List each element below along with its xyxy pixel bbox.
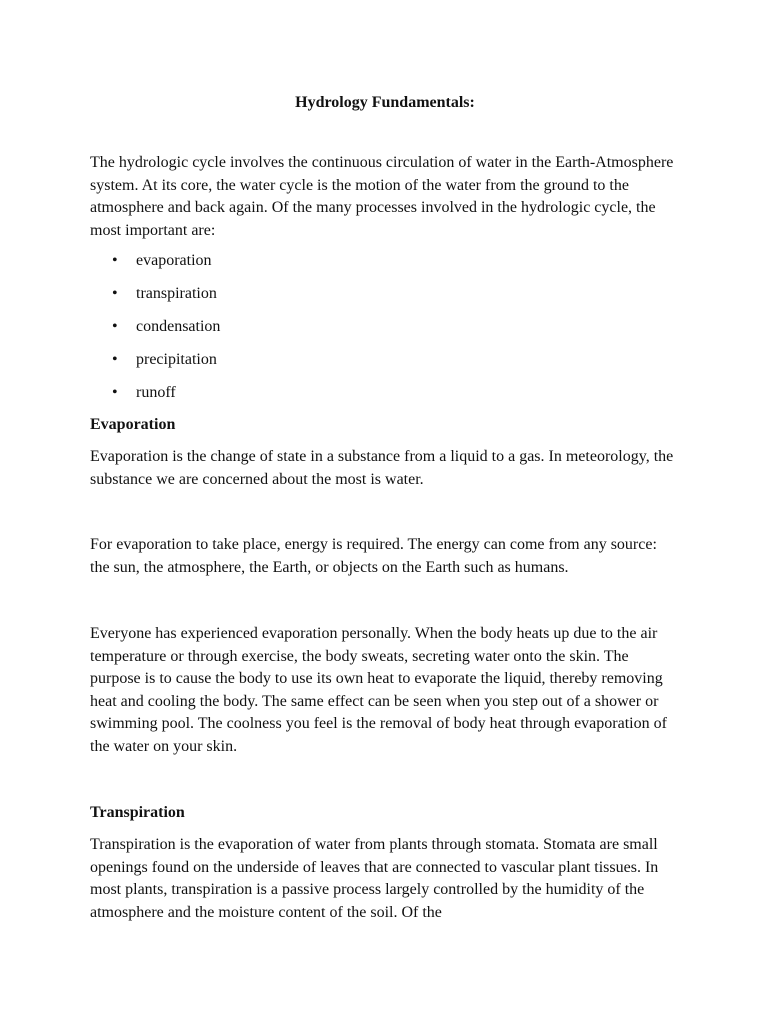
- document-title: Hydrology Fundamentals:: [295, 94, 475, 111]
- list-item: • transpiration: [90, 283, 680, 316]
- section-heading-evaporation: Evaporation: [90, 416, 176, 433]
- evaporation-paragraph-3: Everyone has experienced evaporation personally. When the body heats up due to the air temperature or through exercise, the body sweats, secreting water onto the skin. The purpose is to cause the body to use its own heat to evaporate the liquid, thereby removing heat and cooling the body. The same effect can be seen when you step out of a shower or swimming pool. The coolness you feel is the removal of body heat through evaporation of the water on your skin.: [90, 625, 667, 755]
- evaporation-paragraph-1: Evaporation is the change of state in a substance from a liquid to a gas. In meteorology, the substance we are concerned about the most is water.: [90, 448, 674, 488]
- bullet-icon: •: [112, 285, 118, 302]
- document-page: [90, 92, 680, 924]
- list-item: • precipitation: [90, 349, 680, 382]
- bullet-icon: •: [112, 252, 118, 269]
- evaporation-paragraph-2: For evaporation to take place, energy is required. The energy can come from any source: the sun, the atmosphere, the Earth, or objects on the Earth such as humans.: [90, 536, 657, 576]
- section-heading-transpiration: Transpiration: [90, 804, 185, 821]
- intro-paragraph: The hydrologic cycle involves the continuous circulation of water in the Earth-Atmosphere system. At its core, the water cycle is the motion of the water from the ground to the atmosphere and back again. Of the many processes involved in the hydrologic cycle, the most important are:: [90, 154, 674, 239]
- list-item: • condensation: [90, 316, 680, 349]
- transpiration-paragraph-1: Transpiration is the evaporation of water from plants through stomata. Stomata are small openings found on the underside of leaves that are connected to vascular plant tissues. In most plants, transpiration is a passive process largely controlled by the humidity of the atmosphere and the moisture content of the soil. Of the: [90, 836, 659, 921]
- bullet-icon: •: [112, 318, 118, 335]
- bullet-icon: •: [112, 351, 118, 368]
- list-item: • runoff: [90, 382, 680, 412]
- list-item: • evaporation: [90, 250, 680, 283]
- bullet-icon: •: [112, 384, 118, 401]
- process-list: [90, 250, 680, 412]
